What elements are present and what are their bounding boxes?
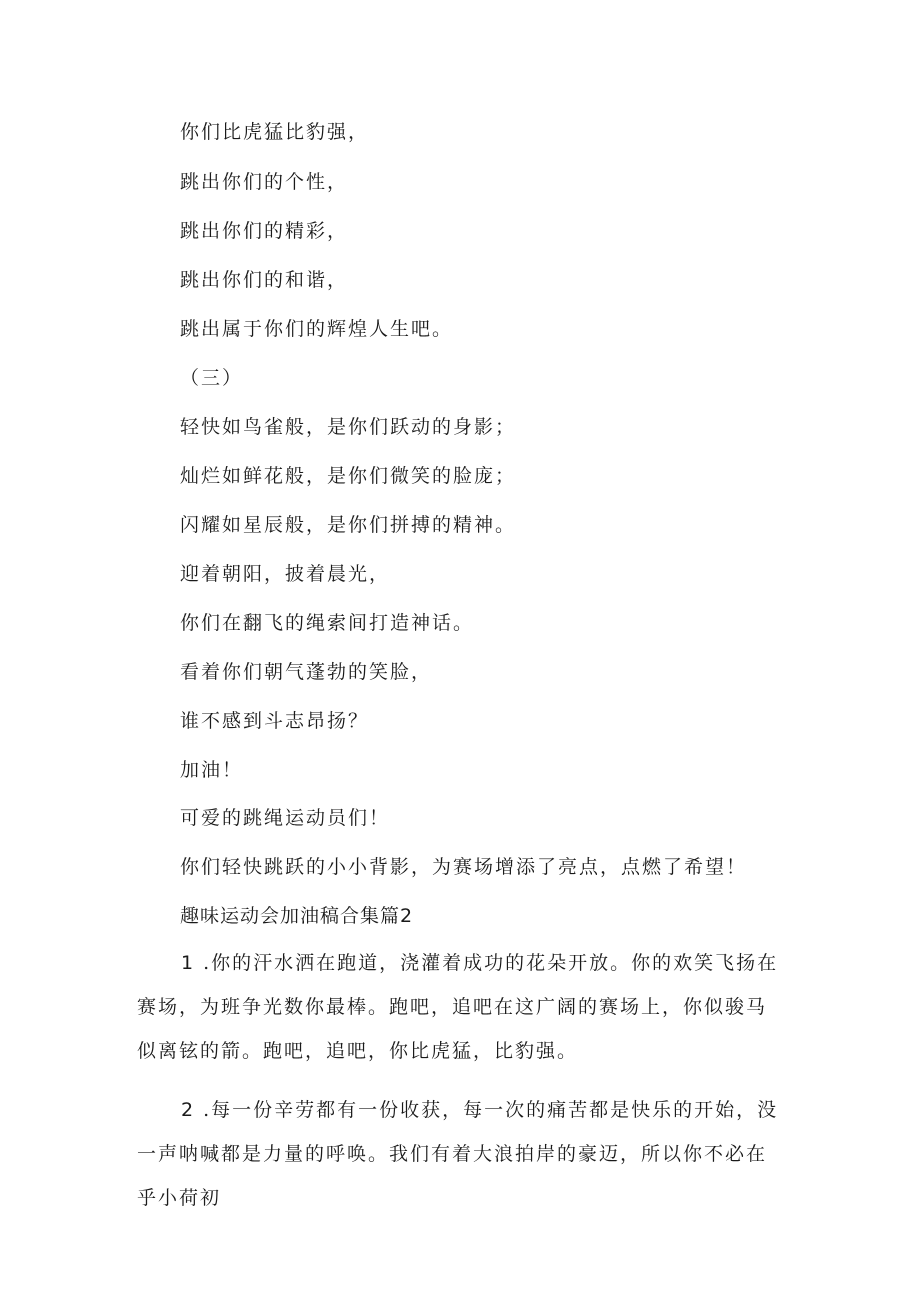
poem-line: 跳出你们的和谐，: [180, 269, 349, 291]
poem-line: 可爱的跳绳运动员们！: [180, 807, 391, 829]
poem-line: 跳出你们的精彩，: [180, 220, 349, 242]
poem-line: 你们比虎猛比豹强，: [180, 121, 370, 143]
poem-line: 你们轻快跳跃的小小背影，为赛场增添了亮点，点燃了希望！: [180, 856, 748, 878]
poem-line: 加油！: [180, 759, 244, 781]
article-heading: 趣味运动会加油稿合集篇2: [180, 905, 414, 927]
poem-line: 看着你们朝气蓬勃的笑脸，: [180, 661, 433, 683]
item-text: .每一份辛劳都有一份收获，每一次的痛苦都是快乐的开始，没一声呐喊都是力量的呼唤。我们有着大浪拍岸的豪迈，所以你不必在乎小荷初: [137, 1099, 779, 1209]
poem-line: 迎着朝阳，披着晨光，: [180, 563, 391, 585]
poem-line: 跳出属于你们的辉煌人生吧。: [180, 318, 454, 340]
poem-line: 闪耀如星辰般，是你们拼搏的精神。: [180, 514, 517, 536]
numbered-paragraph: [137, 941, 787, 1073]
item-number: 1: [181, 952, 196, 974]
poem-line: 轻快如鸟雀般，是你们跃动的身影；: [180, 416, 517, 438]
poem-line: 你们在翻飞的绳索间打造神话。: [180, 612, 475, 634]
item-number: 2: [181, 1099, 196, 1121]
section-marker: （三）: [180, 367, 244, 389]
poem-line: 灿烂如鲜花般，是你们微笑的脸庞；: [180, 465, 517, 487]
poem-line: 跳出你们的个性，: [180, 171, 349, 193]
item-text: .你的汗水洒在跑道，浇灌着成功的花朵开放。你的欢笑飞扬在赛场，为班争光数你最棒。跑吧，追吧在这广阔的赛场上，你似骏马似离铉的箭。跑吧，追吧，你比虎猛，比豹强。: [137, 952, 779, 1062]
numbered-paragraph: [137, 1088, 787, 1220]
poem-line: 谁不感到斗志昂扬？: [180, 710, 370, 732]
